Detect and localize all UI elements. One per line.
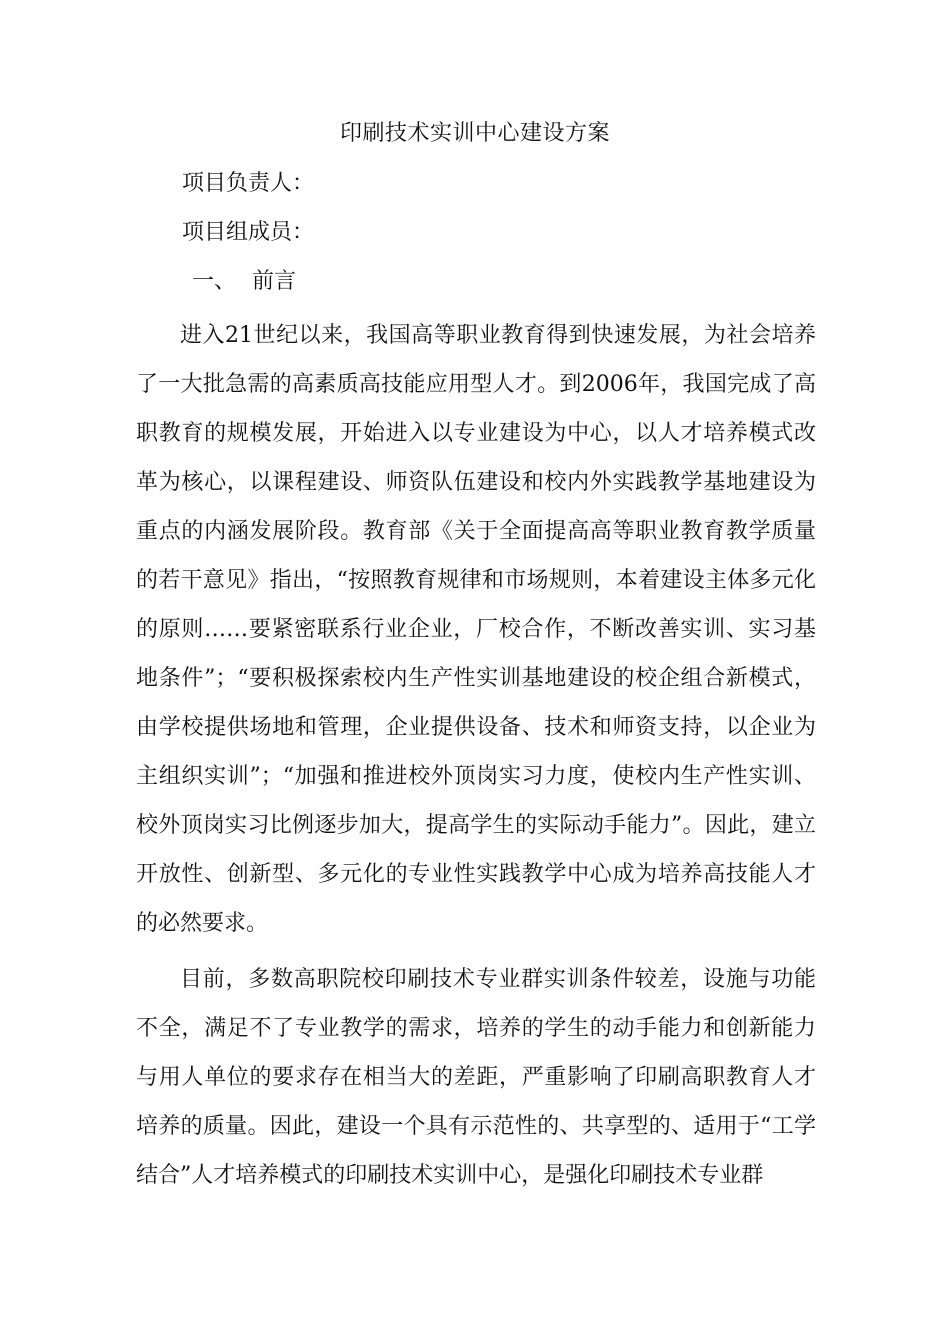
section-heading [192,266,296,298]
section-number: 一、 [192,269,237,294]
paragraph-current-status: 目前，多数高职院校印刷技术专业群实训条件较差，设施与功能不全，满足不了专业教学的需求，培养的学生的动手能力和创新能力与用人单位的要求存在相当大的差距，严重影响了印刷高职教育人才培养的质量。因此，建设一个具有示范性的、共享型的、适用于“工学结合”人才培养模式的印刷技术实训中心，是强化印刷技术专业群 [136,967,816,1188]
project-lead-label: 项目负责人： [182,171,315,196]
document-title: 印刷技术实训中心建设方案 [339,121,610,146]
section-title: 前言 [252,269,297,294]
project-members-label: 项目组成员： [182,220,315,245]
paragraph-intro: 进入21世纪以来，我国高等职业教育得到快速发展，为社会培养了一大批急需的高素质高技能应用型人才。到2006年，我国完成了高职教育的规模发展，开始进入以专业建设为中心，以人才培养模式改革为核心，以课程建设、师资队伍建设和校内外实践教学基地建设为重点的内涵发展阶段。教育部《关于全面提高高等职业教育教学质量的若干意见》指出，“按照教育规律和市场规则，本着建设主体多元化的原则……要紧密联系行业企业，厂校合作，不断改善实训、实习基地条件”；“要积极探索校内生产性实训基地建设的校企组合新模式，由学校提供场地和管理，企业提供设备、技术和师资支持，以企业为主组织实训”；“加强和推进校外顶岗实习力度，使校内生产性实训、校外顶岗实习比例逐步加大，提高学生的实际动手能力”。因此，建立开放性、创新型、多元化的专业性实践教学中心成为培养高技能人才的必然要求。 [136,323,816,936]
